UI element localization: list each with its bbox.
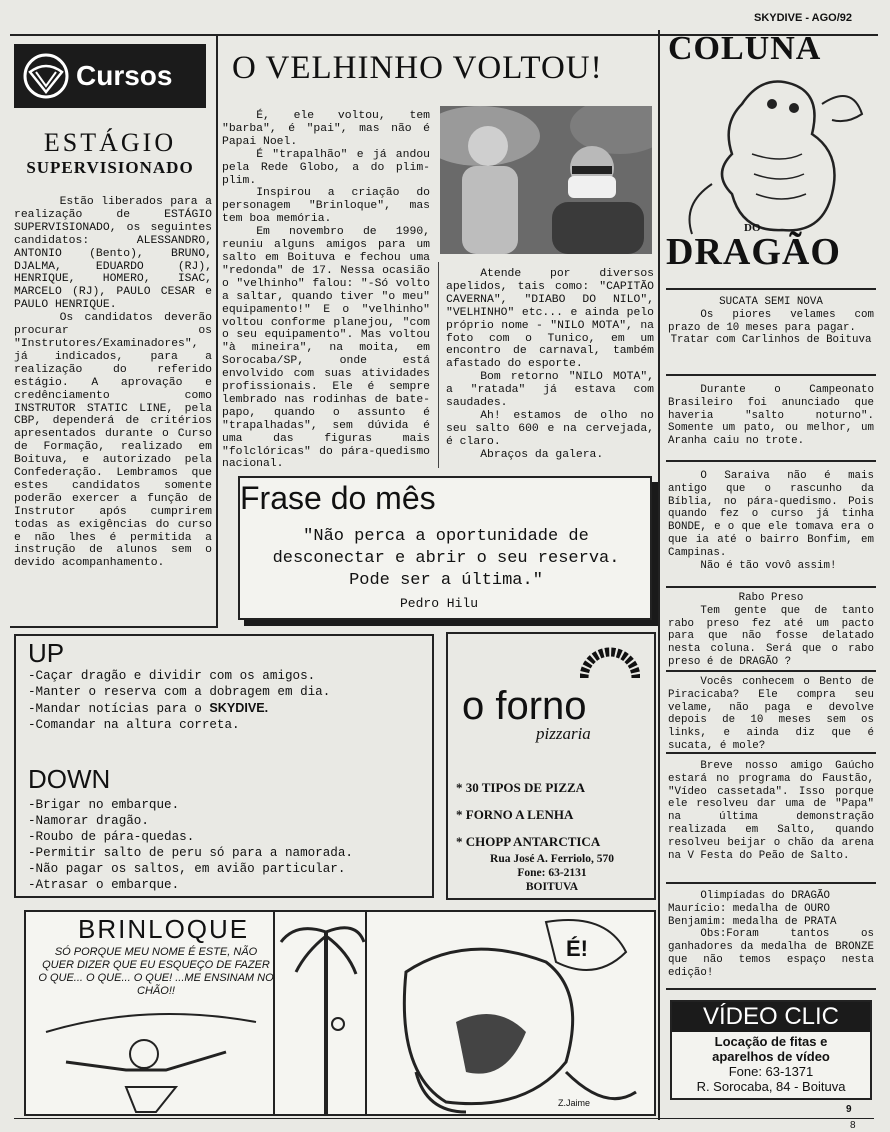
page-number-secondary: 8 xyxy=(850,1120,856,1131)
list-item: * 30 TIPOS DE PIZZA xyxy=(456,780,586,795)
column-separator xyxy=(666,988,876,990)
gaucho-text: Breve nosso amigo Gaúcho estará no programa do Faustão, "Vídeo cassetada". Isso porque ele resolveu dar uma de "Papa" na última demonstração realizada em Salto, quando resolveu beijar o chão da arena na V Festa do Peão de Salto. xyxy=(668,760,874,862)
rabo-preso-title: Rabo Preso xyxy=(738,592,804,604)
center-divider xyxy=(438,262,439,468)
gaucho-item xyxy=(668,760,874,862)
column-separator xyxy=(666,288,876,290)
dragao-title: DRAGÃO xyxy=(666,231,841,273)
velhinho-title: O VELHINHO VOLTOU! xyxy=(232,50,603,86)
list-item: * CHOPP ANTARCTICA xyxy=(456,834,601,849)
campeonato-item xyxy=(668,384,874,448)
article-paragraph: Atende por diversos apelidos, tais como: "CAPITÃO CAVERNA", "DIABO DO NILO", "VELHINHO" etc... e ainda pelo próprio nome - "NILO MOTA", na foto com o Tunico, em um encontro de carnaval, também afastado do esporte. xyxy=(446,268,654,371)
olimpiadas-line: Maurício: medalha de OURO xyxy=(668,902,830,915)
list-item-text: -Mandar notícias para o xyxy=(28,702,202,716)
forno-phone: Fone: 63-2131 xyxy=(517,867,587,879)
masthead: SKYDIVE - AGO/92 xyxy=(753,12,852,24)
sucata-title: SUCATA SEMI NOVA xyxy=(719,296,823,308)
estagio-title xyxy=(14,128,206,178)
list-item: -Não pagar os saltos, em avião particular. xyxy=(28,862,346,876)
article-paragraph: Bom retorno "NILO MOTA", a "ratada" já estava com saudades. xyxy=(446,371,654,410)
sucata-item xyxy=(668,296,874,347)
frase-quote: "Não perca a oportunidade de desconectar e abrir o seu reserva. Pode ser a última." xyxy=(272,527,620,590)
list-item: * FORNO A LENHA xyxy=(456,807,574,822)
forno-logo-text: o forno xyxy=(462,684,587,728)
page-number: 9 xyxy=(846,1104,852,1115)
asterisk-icon: * xyxy=(456,807,466,822)
list-item: -Roubo de pára-quedas. xyxy=(28,830,195,844)
velhinho-article-right xyxy=(446,268,654,462)
video-phone: Fone: 63-1371 xyxy=(728,1064,814,1079)
left-column-rule xyxy=(216,36,218,628)
forno-subtitle: pizzaria xyxy=(536,724,591,743)
left-bottom-rule xyxy=(10,626,216,628)
bento-text: Vocês conhecem o Bento de Piracicaba? Ele compra seu velame, não paga e devolve depois de 10 meses sem os links, e ainda diz que é sucata, é mole? xyxy=(668,676,874,752)
forno-street: Rua José A. Ferriolo, 570 xyxy=(490,853,614,865)
list-item: -Brigar no embarque. xyxy=(28,798,180,812)
video-line: aparelhos de vídeo xyxy=(712,1049,830,1064)
saraiva-end: Não é tão vovô assim! xyxy=(700,559,837,572)
sucata-contact: Tratar com Carlinhos de Boituva xyxy=(670,334,872,347)
estagio-article xyxy=(14,196,212,570)
campeonato-text: Durante o Campeonato Brasileiro foi anunciado que haveria "salto noturno". Somente um pato, ou melhor, um Aranha caiu no trote. xyxy=(668,384,874,448)
forno-address xyxy=(452,852,652,894)
video-line: Locação de fitas e xyxy=(714,1034,828,1049)
list-item: -Namorar dragão. xyxy=(28,814,149,828)
forno-features xyxy=(456,774,652,855)
video-clic-body xyxy=(672,1034,870,1094)
frase-author: Pedro Hilu xyxy=(400,596,479,611)
article-paragraph: É "trapalhão" e já andou pela Rede Globo, a do plim-plim. xyxy=(222,148,430,187)
column-separator xyxy=(666,374,876,376)
frase-title: Frase do mês xyxy=(240,480,436,516)
video-clic-title: VÍDEO CLIC xyxy=(672,1002,870,1032)
right-column-rule xyxy=(658,30,660,1120)
column-separator xyxy=(666,460,876,462)
skydive-brand: SKYDIVE. xyxy=(209,701,269,715)
olimpiadas-title: Olimpíadas do DRAGÃO xyxy=(700,890,830,902)
article-paragraph: Abraços da galera. xyxy=(480,448,604,461)
estagio-title-line1: ESTÁGIO xyxy=(43,128,177,157)
cartoon-exclaim: É! xyxy=(566,936,588,961)
photo-figures-icon xyxy=(440,106,652,254)
up-list xyxy=(28,668,428,733)
column-separator xyxy=(666,752,876,754)
saraiva-text: O Saraiva não é mais antigo que o rascunho da Bíblia, no pára-quedismo. Pois quando fez o curso já tinha BONDE, e o que ele tomava era o que ia até o bairro Bonfim, em Campinas. xyxy=(668,470,874,559)
video-address: R. Sorocaba, 84 - Boituva xyxy=(696,1079,846,1094)
velhinho-article-left xyxy=(222,110,430,471)
olimpiadas-item xyxy=(668,890,874,980)
up-title: UP xyxy=(28,638,65,668)
cursos-header xyxy=(14,44,206,108)
column-separator xyxy=(666,586,876,588)
rabo-preso-text: Tem gente que de tanto rabo preso fez até um pacto para que não fosse delatado nesta coluna. Será que o rabo preso é de DRAGÃO ? xyxy=(668,604,874,668)
coluna-do-text: DO xyxy=(744,222,761,234)
olimpiadas-obs: Obs:Foram tantos os ganhadores da medalha de BRONZE que não temos espaço nesta edição! xyxy=(668,928,874,979)
list-item: -Caçar dragão e dividir com os amigos. xyxy=(28,669,316,683)
bento-item xyxy=(668,676,874,753)
estagio-title-line2: SUPERVISIONADO xyxy=(26,158,194,177)
article-paragraph: Em novembro de 1990, reuniu alguns amigos para um salto em Boituva e fechou uma "redonda" de 17. Nessa ocasião o "velhinho" falou: "-Só volto a saltar, quando tiver "o meu" equipamento!" E o "velhinho" voltou conforme planejou, "com o seu equipamento". Mas voltou "à mineira", na moita, em Sorocaba/SP, onde está envolvido com suas atividades profissionais. Ele é sempre lembrado nas rodinhas de bate-papo, quando o assunto é "trapalhadas", sem dúvida é uma das figuras mais "folclóricas" do pára-quedismo nacional. xyxy=(222,226,430,471)
asterisk-icon: * xyxy=(456,834,466,849)
list-item: -Comandar na altura correta. xyxy=(28,718,240,732)
saraiva-item xyxy=(668,470,874,572)
article-paragraph: Inspirou a criação do personagem "Brinloque", mas tem boa memória. xyxy=(222,187,430,226)
article-paragraph: É, ele voltou, tem "barba", é "pai", mas não é Papai Noel. xyxy=(222,110,430,148)
estagio-paragraph: Estão liberados para a realização de ESTÁGIO SUPERVISIONADO, os seguintes candidatos: ALESSANDRO, ANTONIO (Bento), BRUNO, DJALMA, EDUARDO (RJ), HENRIQUE, HOMERO, ISAC, MARCELO (RJ), PAULO CESAR e PAULO HENRIQUE. xyxy=(14,196,212,312)
nilo-mota-photo xyxy=(440,106,652,254)
cartoon-title: BRINLOQUE xyxy=(78,914,250,944)
sucata-text: Os piores velames com prazo de 10 meses para pagar. xyxy=(668,308,874,334)
column-separator xyxy=(666,670,876,672)
asterisk-icon: * xyxy=(456,780,466,795)
olimpiadas-line: Benjamim: medalha de PRATA xyxy=(668,915,837,928)
column-separator xyxy=(666,882,876,884)
cbp-logo-icon xyxy=(22,52,70,100)
down-title: DOWN xyxy=(28,764,111,794)
rabo-preso-item xyxy=(668,592,874,669)
bottom-rule xyxy=(14,1118,874,1119)
oven-arch-icon xyxy=(580,636,640,680)
down-list xyxy=(28,797,428,893)
list-item xyxy=(28,700,428,717)
cartoon-speech: SÓ PORQUE MEU NOME É ESTE, NÃO QUER DIZER QUE EU ESQUEÇO DE FAZER O QUE... O QUE... O QUE! ...ME ENSINAM NO CHÃO!! xyxy=(38,946,274,997)
list-item: -Atrasar o embarque. xyxy=(28,878,180,892)
coluna-title: COLUNA xyxy=(668,30,822,67)
cartoon-signature: Z.Jaime xyxy=(558,1098,591,1108)
forno-city: BOITUVA xyxy=(525,881,579,893)
dragon-icon xyxy=(672,64,872,240)
list-item: -Permitir salto de peru só para a namorada. xyxy=(28,846,353,860)
list-item: -Manter o reserva com a dobragem em dia. xyxy=(28,685,331,699)
estagio-paragraph: Os candidatos deverão procurar os "Instrutores/Examinadores", já indicados, para a realização do referido estágio. A aprovação e credênciamento como INSTRUTOR STATIC LINE, pela CBP, dependerá de critérios apresentados durante o Curso de Formação, realizado em Boituva, e autorizado pela Confederação. Lembramos que estes candidatos somente poderão exercer a função de Instrutor após cumprirem todas as exigências do curso e não lhes é permitida a instrução de alunos sem o devido acompanhamento. xyxy=(14,312,212,570)
cursos-label: Cursos xyxy=(76,60,173,91)
article-paragraph: Ah! estamos de olho no seu salto 600 e na cervejada, é claro. xyxy=(446,409,654,448)
